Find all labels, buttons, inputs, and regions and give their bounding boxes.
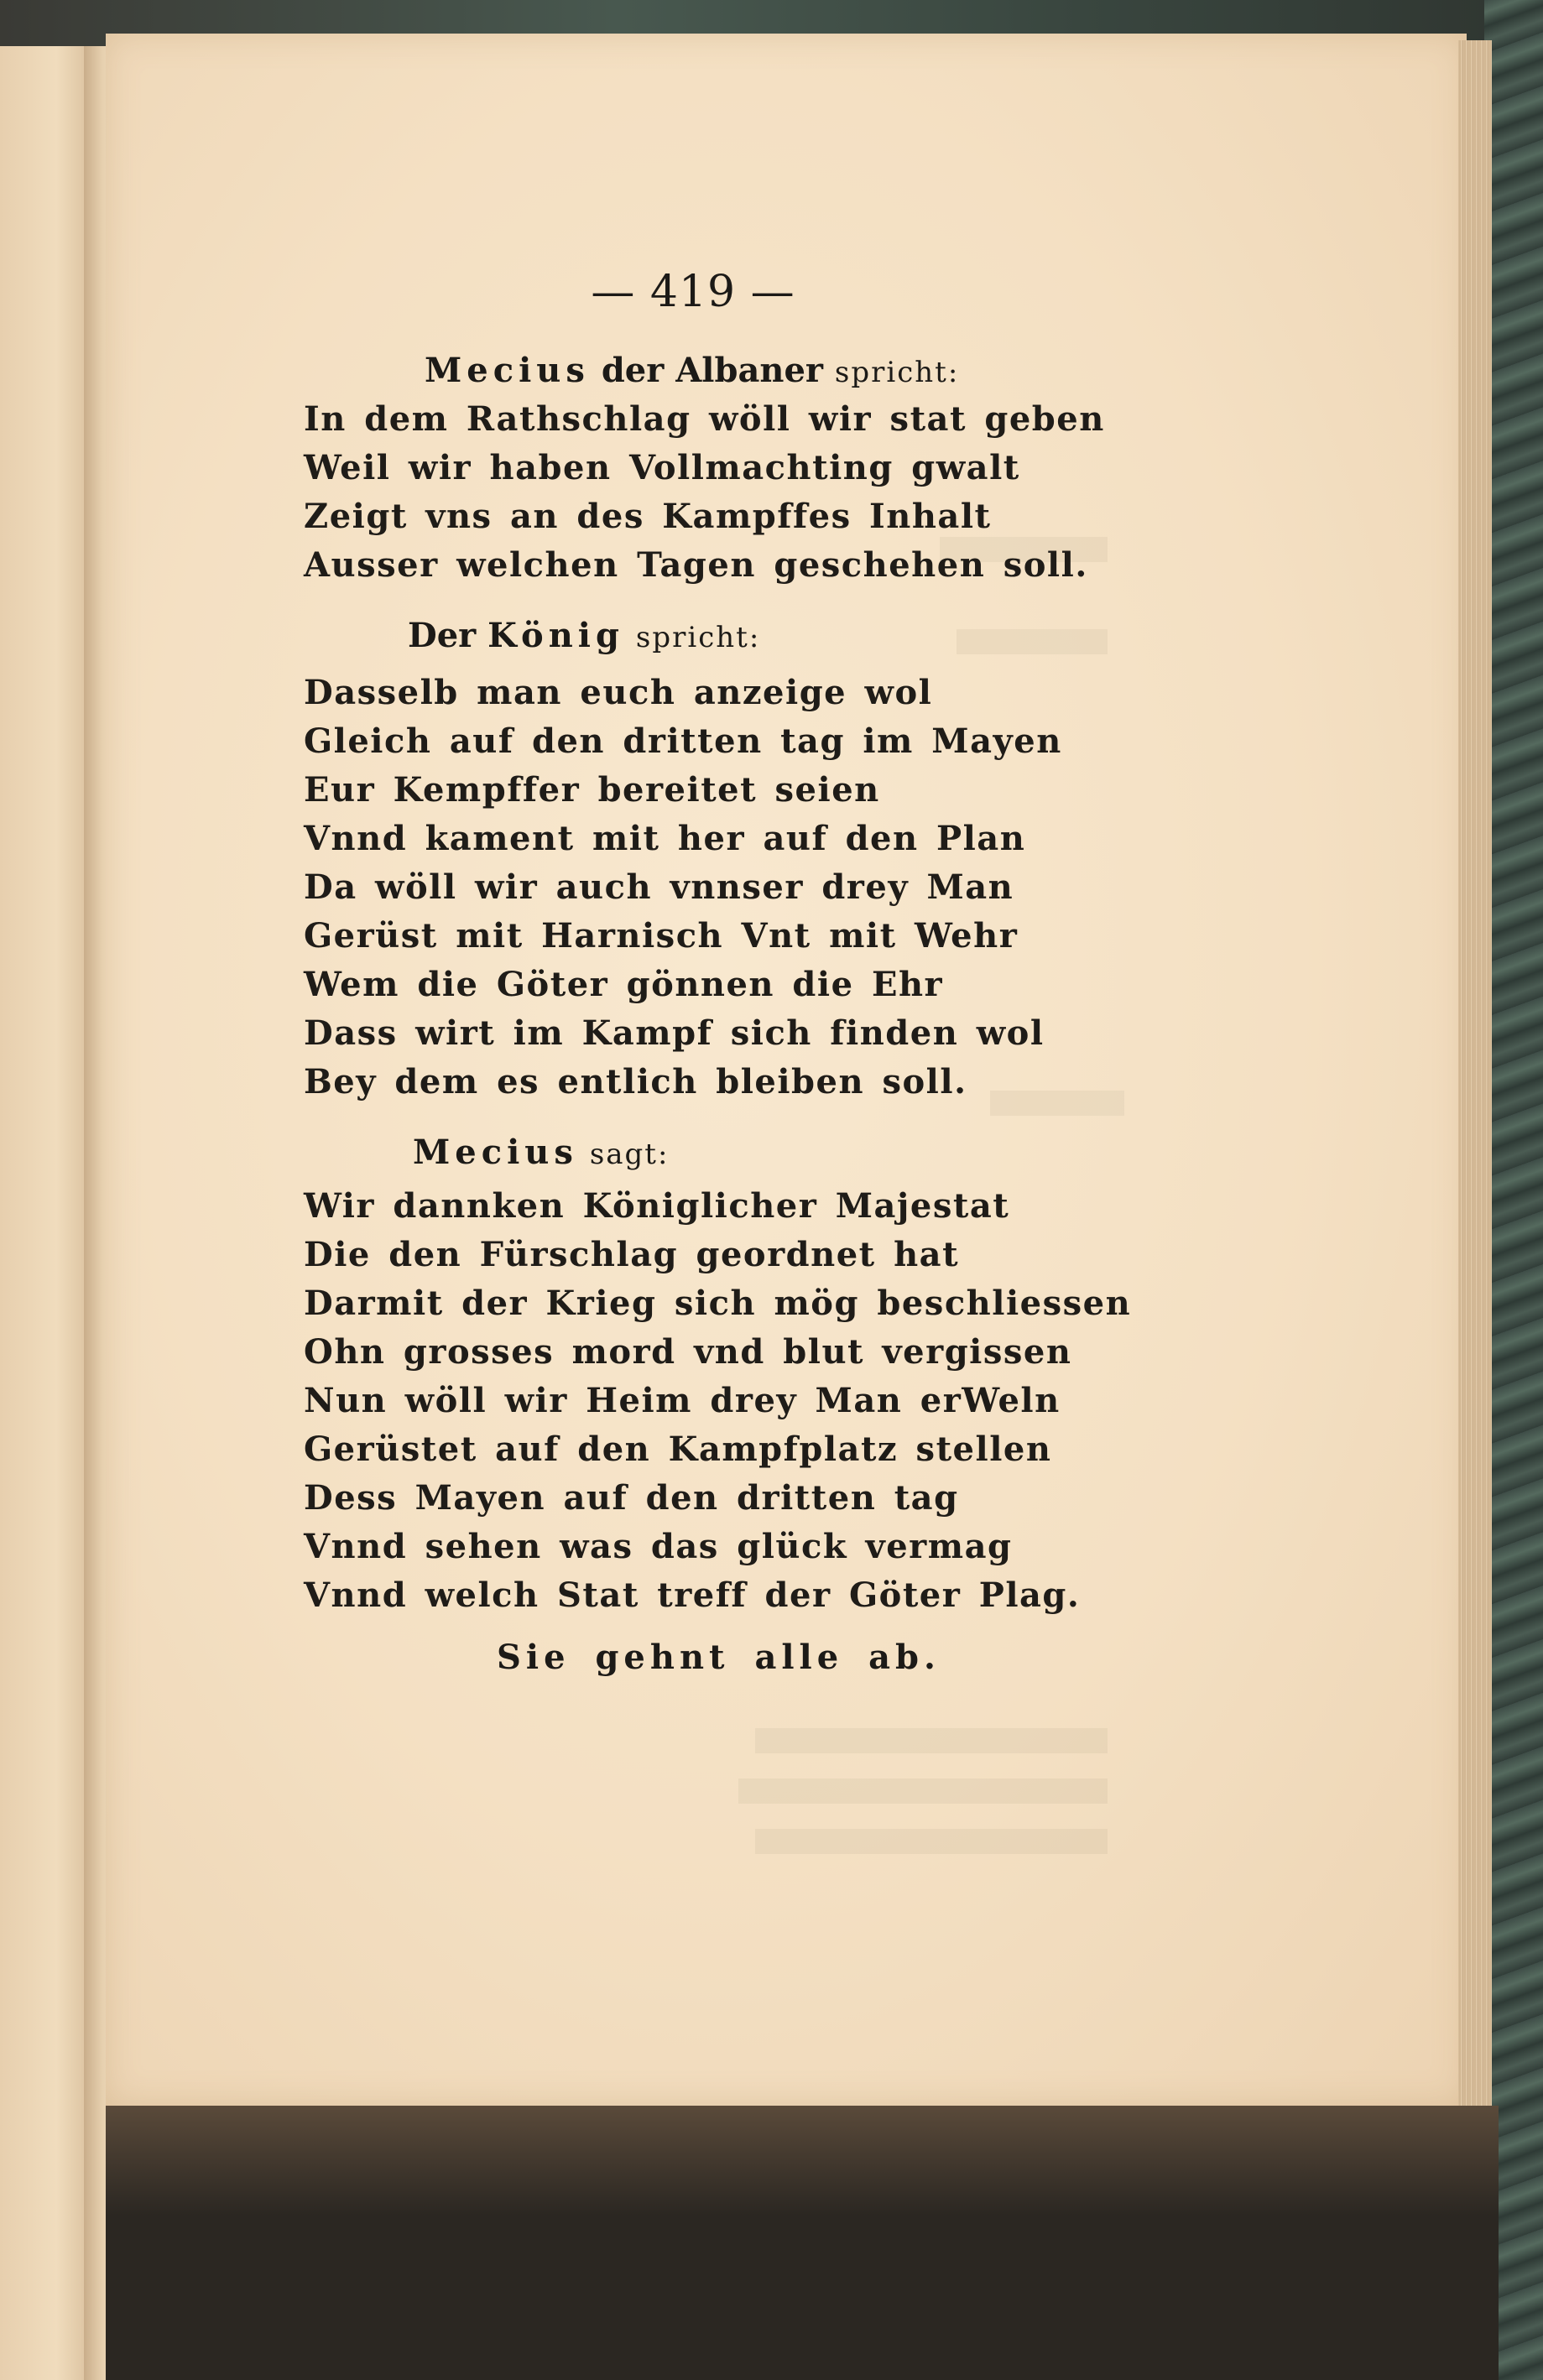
verse-line: Dass wirt im Kampf sich finden wol	[304, 1013, 1045, 1053]
verse-line: Wem die Göter gönnen die Ehr	[304, 965, 944, 1004]
verse-line: Darmit der Krieg sich mög beschliessen	[304, 1284, 1132, 1323]
speaker-verb: spricht:	[635, 621, 761, 654]
speaker-heading	[413, 1133, 669, 1172]
page-number: — 419 —	[591, 267, 795, 317]
verse-line: Wir dannken Königlicher Majestat	[304, 1186, 1010, 1226]
verse-line: Ausser welchen Tagen geschehen soll.	[304, 545, 1088, 585]
page-bottom-shadow	[106, 2106, 1499, 2380]
verse-line: Nun wöll wir Heim drey Man erWeln	[304, 1381, 1061, 1420]
verse-line: Gleich auf den dritten tag im Mayen	[304, 721, 1062, 761]
verse-line: Die den Fürschlag geordnet hat	[304, 1235, 960, 1274]
verse-line: Vnnd kament mit her auf den Plan	[304, 819, 1026, 858]
speaker-name-rest: König	[487, 616, 624, 655]
verse-line: Dess Mayen auf den dritten tag	[304, 1478, 959, 1518]
stage-direction: Sie gehnt alle ab.	[497, 1638, 941, 1677]
verse-line: Dasselb man euch anzeige wol	[304, 673, 933, 712]
verse-line: Weil wir haben Vollmachting gwalt	[304, 448, 1020, 487]
book-cover-right	[1484, 0, 1543, 2380]
verse-line: Vnnd welch Stat treff der Göter Plag.	[304, 1575, 1081, 1615]
verse-line: Da wöll wir auch vnnser drey Man	[304, 867, 1014, 907]
verse-line: Zeigt vns an des Kampffes Inhalt	[304, 497, 992, 536]
speaker-name: Der	[408, 616, 477, 655]
verse-line: Gerüstet auf den Kampfplatz stellen	[304, 1430, 1052, 1469]
page-edges	[1458, 40, 1492, 2112]
speaker-name-rest: der Albaner	[601, 351, 823, 390]
verse-line: Eur Kempffer bereitet seien	[304, 770, 880, 810]
speaker-name: Mecius	[413, 1133, 578, 1172]
speaker-heading	[408, 616, 760, 655]
speaker-verb: sagt:	[589, 1138, 670, 1171]
verse-line: Gerüst mit Harnisch Vnt mit Wehr	[304, 916, 1019, 956]
speaker-heading	[425, 351, 959, 390]
verse-line: Ohn grosses mord vnd blut vergissen	[304, 1332, 1072, 1372]
verse-line: In dem Rathschlag wöll wir stat geben	[304, 399, 1105, 439]
speaker-verb: spricht:	[834, 356, 960, 389]
previous-page-edge	[0, 46, 94, 2380]
verse-line: Bey dem es entlich bleiben soll.	[304, 1062, 967, 1101]
speaker-name: Mecius	[425, 351, 590, 390]
verse-line: Vnnd sehen was das glück vermag	[304, 1527, 1013, 1566]
